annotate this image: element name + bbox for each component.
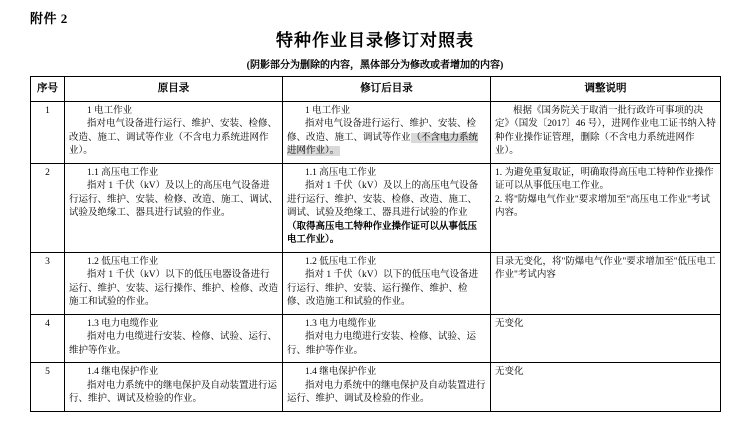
old-item-desc: 指对电力系统中的继电保护及自动装置进行运行、维护、调试及检验的作业。: [69, 380, 278, 405]
note-text: 目录无变化，将"防爆电气作业"要求增加至"低压电工作业"考试内容: [495, 256, 716, 281]
new-item-title: 1.2 低压电工作业: [305, 256, 377, 267]
new-catalog-cell: [283, 314, 491, 362]
table-header-row: [31, 77, 721, 102]
old-item-title: 1.3 电力电缆作业: [87, 318, 159, 329]
old-item-title: 1 电工作业: [87, 106, 133, 116]
column-header-new-catalog: 修订后目录: [283, 77, 491, 102]
row-number: 2: [31, 163, 65, 252]
new-item-title: 1.1 高压电工作业: [305, 167, 377, 178]
note-text-line-1: 1. 为避免重复取证，明确取得高压电工特种作业操作证可以从事低压电工作业。: [495, 167, 714, 192]
note-cell: [491, 102, 721, 164]
new-item-title: 1.3 电力电缆作业: [305, 318, 377, 329]
note-text: 根据《国务院关于取消一批行政许可事项的决定》（国发〔2017〕46 号），进网作业电工证书纳入特种作业操作证管理，删除（不含电力系统进网作业）。: [495, 106, 716, 157]
note-text-line-2: 2. 将"防爆电气作业"要求增加至"高压电工作业"考试内容。: [495, 194, 711, 219]
table-row: [31, 252, 721, 314]
note-cell: [491, 314, 721, 362]
new-item-desc-text: 指对电气设备进行运行、维护、安装、检修、改造、施工、调试等作业: [287, 119, 477, 143]
row-number: 3: [31, 252, 65, 314]
new-catalog-cell: [283, 252, 491, 314]
old-catalog-cell: [65, 314, 283, 362]
new-item-desc: 指对 1 千伏（kV）以下的低压电气设备进行运行、维护、安装、运行操作、维护、检修、改造施工和试验的作业。: [287, 270, 479, 308]
old-item-desc: 指对 1 千伏（kV）以下的低压电器设备进行运行、维护、安装、运行操作、维护、检修、改造施工和试验的作业。: [69, 270, 279, 308]
old-catalog-cell: [65, 252, 283, 314]
added-text-bold: （取得高压电工特种作业操作证可以从事低压电工作业）。: [287, 221, 478, 246]
table-row: [31, 102, 721, 164]
new-item-desc-text: 指对 1 千伏（kV）及以上的高压电气设备进行运行、维护、安装、检修、改造、施工、调试、试验及绝缘工、器具进行试验的作业: [287, 181, 479, 219]
old-item-title: 1.1 高压电工作业: [87, 167, 159, 178]
row-number: 1: [31, 102, 65, 164]
old-item-desc: 指对电力电缆进行安装、检修、试验、运行、维护等作业。: [69, 332, 278, 356]
old-catalog-cell: [65, 163, 283, 252]
old-item-title: 1.4 继电保护作业: [87, 367, 159, 378]
page-title: 特种作业目录修订对照表: [276, 31, 474, 50]
new-item-title: 1 电工作业: [305, 106, 351, 116]
note-cell: [491, 363, 721, 411]
document-subtitle: (阴影部分为删除的内容，黑体部分为修改或者增加的内容): [246, 60, 504, 71]
new-catalog-cell: [283, 363, 491, 411]
table-row: [31, 163, 721, 252]
new-item-desc: [287, 180, 486, 247]
note-text: 无变化: [495, 318, 524, 329]
column-header-note: 调整说明: [491, 77, 721, 102]
row-number: 4: [31, 314, 65, 362]
note-text: 无变化: [495, 367, 524, 378]
old-item-title: 1.2 低压电工作业: [87, 256, 159, 267]
old-item-desc: 指对电气设备进行运行、维护、安装、检修、改造、施工、调试等作业（不含电力系统进网作业）。: [69, 119, 278, 157]
new-catalog-cell: [283, 163, 491, 252]
row-number: 5: [31, 363, 65, 411]
comparison-table: [30, 76, 721, 412]
table-row: [31, 363, 721, 411]
note-cell: [491, 163, 721, 252]
deleted-text-shaded: （不含电力系统进网作业）。: [287, 132, 479, 157]
old-catalog-cell: [65, 363, 283, 411]
old-catalog-cell: [65, 102, 283, 164]
column-header-old-catalog: 原目录: [65, 77, 283, 102]
table-row: [31, 314, 721, 362]
note-cell: [491, 252, 721, 314]
old-item-desc: 指对 1 千伏（kV）及以上的高压电气设备进行运行、维护、安装、检修、改造、施工、调试、试验及绝缘工、器具进行试验的作业。: [69, 181, 279, 219]
column-header-no: 序号: [31, 77, 65, 102]
new-catalog-cell: [283, 102, 491, 164]
attachment-label: 附件 2: [30, 11, 68, 26]
new-item-desc: 指对电力电缆进行安装、检修、试验、运行、维护等作业。: [287, 332, 477, 356]
new-item-desc: [287, 118, 486, 158]
new-item-title: 1.4 继电保护作业: [305, 367, 377, 378]
new-item-desc: 指对电力系统中的继电保护及自动装置进行运行、维护、调试及检验的作业。: [287, 380, 486, 405]
